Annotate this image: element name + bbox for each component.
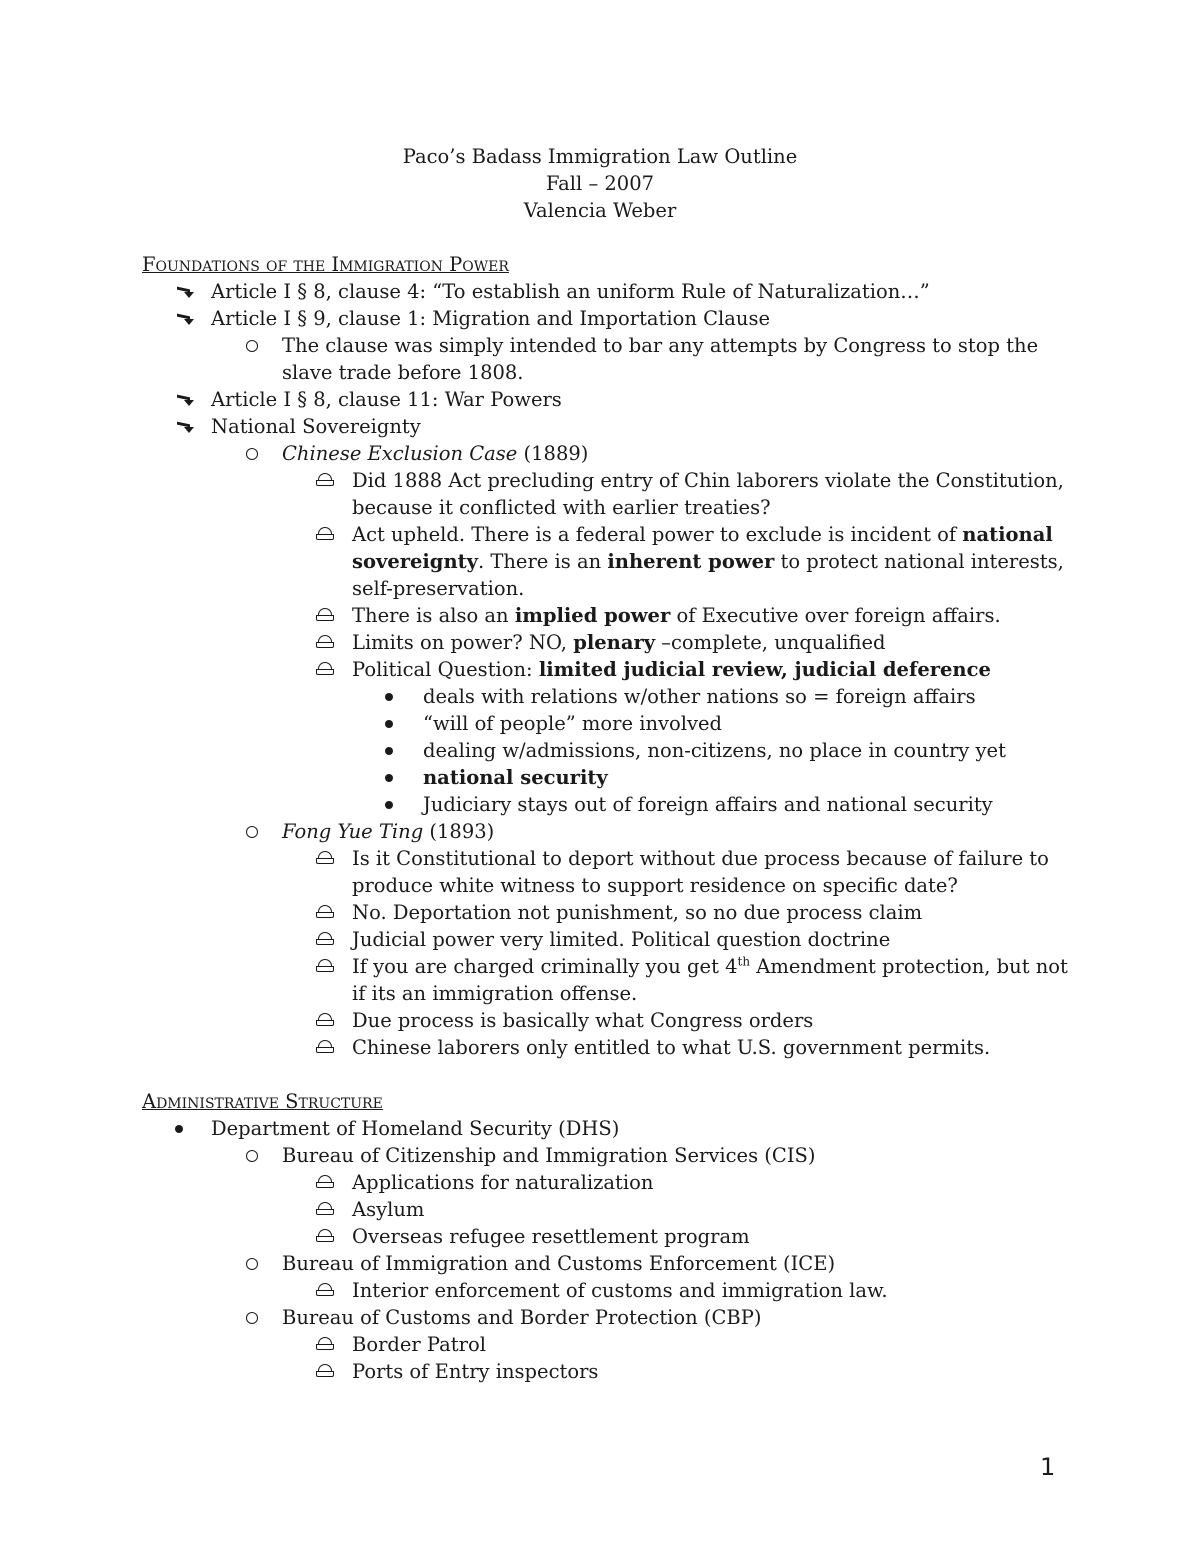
umbrella-bullet-icon [315,1007,337,1034]
circle-bullet-icon [246,826,258,838]
outline-item-text [352,1009,813,1032]
text-run: Political Question: [352,658,539,681]
document-title: Paco’s Badass Immigration Law Outline [402,145,798,168]
text-run: Bureau of Customs and Border Protection (CBP) [282,1306,762,1329]
arrow-bullet-icon [175,413,195,440]
outline-item-text [352,1279,888,1302]
outline-item [142,1196,1072,1223]
document-header [0,143,1200,224]
text-run: The clause was simply intended to bar any attempts by Congress to stop the slave trade before 1808. [282,334,1039,384]
text-run: Bureau of Citizenship and Immigration Services (CIS) [282,1144,816,1167]
outline-item-text [282,1144,816,1167]
text-run: Limits on power? NO, [352,631,574,654]
umbrella-bullet-icon [315,845,337,872]
text-run: Judiciary stays out of foreign affairs and national security [423,793,993,816]
outline-item-text [423,685,976,708]
umbrella-bullet-icon [315,1331,337,1358]
text-run: Did 1888 Act precluding entry of Chin laborers violate the Constitution, because it conflicted with earlier treaties? [352,469,1064,519]
outline-item [142,440,1072,467]
umbrella-bullet-icon [315,602,337,629]
outline-item-text [423,739,1006,762]
outline-item-text [352,523,1064,600]
outline-item-text [423,766,608,789]
outline-item [142,791,1072,818]
outline-item-text [352,658,991,681]
outline-item-text [352,1333,486,1356]
dot-bullet-icon [385,693,393,701]
outline-item [142,467,1072,521]
document-term: Fall – 2007 [545,172,655,195]
text-run: Amendment protection, but not if its an immigration offense. [352,955,1068,1005]
outline-item [142,1007,1072,1034]
circle-bullet-icon [246,1258,258,1270]
outline-item-text [352,1171,653,1194]
circle-bullet-icon [246,340,258,352]
outline-item-text [352,604,1001,627]
text-run: Applications for naturalization [352,1171,654,1194]
text-run: Asylum [352,1198,425,1221]
outline-item [142,1034,1072,1061]
text-run: Article I § 8, clause 11: War Powers [211,388,562,411]
text-run: (1889) [517,442,589,465]
circle-bullet-icon [246,1312,258,1324]
outline-item [142,386,1072,413]
outline-item-text [211,415,421,438]
text-run: (1893) [423,820,495,843]
umbrella-bullet-icon [315,953,337,980]
outline-item [142,656,1072,683]
outline-item [142,953,1072,1007]
circle-bullet-icon [246,1150,258,1162]
text-run: dealing w/admissions, non-citizens, no place in country yet [423,739,1006,762]
outline-item [142,845,1072,899]
outline-item [142,1358,1072,1385]
text-run: Department of Homeland Security (DHS) [211,1117,620,1140]
outline-item [142,818,1072,845]
text-run: Judicial power very limited. Political question doctrine [352,928,891,951]
outline-item [142,602,1072,629]
text-run: Chinese laborers only entitled to what U.S. government permits. [352,1036,991,1059]
text-run: Fong Yue Ting [282,820,424,843]
arrow-bullet-icon [175,278,195,305]
text-run: Border Patrol [352,1333,486,1356]
outline-item-text [352,1360,598,1383]
outline-item-text [423,712,722,735]
umbrella-bullet-icon [315,656,337,683]
outline-item [142,278,1072,305]
outline-item [142,1142,1072,1169]
text-run: Due process is basically what Congress orders [352,1009,814,1032]
outline-item-text [282,820,494,843]
document-professor: Valencia Weber [523,199,677,222]
outline-item [142,332,1072,386]
text-run: . There is an [477,550,608,573]
text-run: Bureau of Immigration and Customs Enforcement (ICE) [282,1252,836,1275]
umbrella-bullet-icon [315,521,337,548]
outline-item-text [211,388,562,411]
umbrella-bullet-icon [315,1196,337,1223]
text-run: inherent power [607,550,775,573]
text-run: Act upheld. There is a federal power to exclude is incident of [352,523,963,546]
outline-item [142,1169,1072,1196]
outline-item [142,1223,1072,1250]
dot-bullet-icon [175,1125,183,1133]
text-run: th [737,954,751,969]
umbrella-bullet-icon [315,1169,337,1196]
section-heading: Foundations of the Immigration Power [142,253,509,276]
outline-item-text [352,928,890,951]
outline-item [142,683,1072,710]
umbrella-bullet-icon [315,1277,337,1304]
umbrella-bullet-icon [315,926,337,953]
outline-item-text [282,334,1038,384]
outline-item [142,1277,1072,1304]
text-run: If you are charged criminally you get 4 [352,955,738,978]
outline-item-text [352,1198,424,1221]
arrow-bullet-icon [175,305,195,332]
outline-item-text [282,442,588,465]
text-run: There is also an [352,604,515,627]
umbrella-bullet-icon [315,1223,337,1250]
text-run: Ports of Entry inspectors [352,1360,599,1383]
outline-item [142,305,1072,332]
outline-item-text [211,1117,619,1140]
outline-item [142,1250,1072,1277]
dot-bullet-icon [385,774,393,782]
outline-item [142,764,1072,791]
outline-item-text [282,1252,835,1275]
outline-item [142,926,1072,953]
text-run: of Executive over foreign affairs. [670,604,1001,627]
outline-item-text [282,1306,761,1329]
outline-item-text [352,1036,990,1059]
text-run: National Sovereignty [211,415,421,438]
section-heading: Administrative Structure [142,1090,383,1113]
outline-item [142,737,1072,764]
umbrella-bullet-icon [315,899,337,926]
text-run: implied power [514,604,671,627]
outline-item [142,1331,1072,1358]
text-run: Is it Constitutional to deport without due process because of failure to produce white witness to support residence on specific date? [352,847,1049,897]
outline-item [142,1115,1072,1142]
text-run: Article I § 9, clause 1: Migration and Importation Clause [211,307,771,330]
outline-item-text [352,901,922,924]
outline-item [142,413,1072,440]
page-number: 1 [1040,1453,1056,1481]
outline-item-text [211,280,930,303]
dot-bullet-icon [385,747,393,755]
umbrella-bullet-icon [315,467,337,494]
outline-item-text [352,631,885,654]
outline-item [142,1304,1072,1331]
text-run: Interior enforcement of customs and immigration law. [352,1279,888,1302]
outline-item-text [352,1225,750,1248]
text-run: Article I § 8, clause 4: “To establish an uniform Rule of Naturalization…” [211,280,930,303]
dot-bullet-icon [385,801,393,809]
outline-item-text [423,793,993,816]
text-run: to protect national interests, self-preservation. [352,550,1064,600]
outline-item [142,629,1072,656]
arrow-bullet-icon [175,386,195,413]
outline-item [142,899,1072,926]
circle-bullet-icon [246,448,258,460]
dot-bullet-icon [385,720,393,728]
outline-item-text [211,307,770,330]
outline-body [142,251,1072,1385]
text-run: –complete, unqualified [655,631,886,654]
umbrella-bullet-icon [315,1358,337,1385]
outline-item-text [352,847,1049,897]
text-run: deals with relations w/other nations so = foreign affairs [423,685,976,708]
text-run: national security [423,766,608,789]
outline-item [142,710,1072,737]
text-run: No. Deportation not punishment, so no due process claim [352,901,923,924]
outline-item [142,521,1072,602]
text-run: national sovereignty [352,523,1053,573]
outline-item-text [352,469,1064,519]
umbrella-bullet-icon [315,629,337,656]
text-run: Overseas refugee resettlement program [352,1225,750,1248]
umbrella-bullet-icon [315,1034,337,1061]
text-run: limited judicial review, judicial deference [538,658,991,681]
text-run: Chinese Exclusion Case [282,442,518,465]
text-run: “will of people” more involved [423,712,723,735]
text-run: plenary [573,631,656,654]
section-spacer [142,1061,1072,1088]
outline-item-text [352,955,1068,1005]
